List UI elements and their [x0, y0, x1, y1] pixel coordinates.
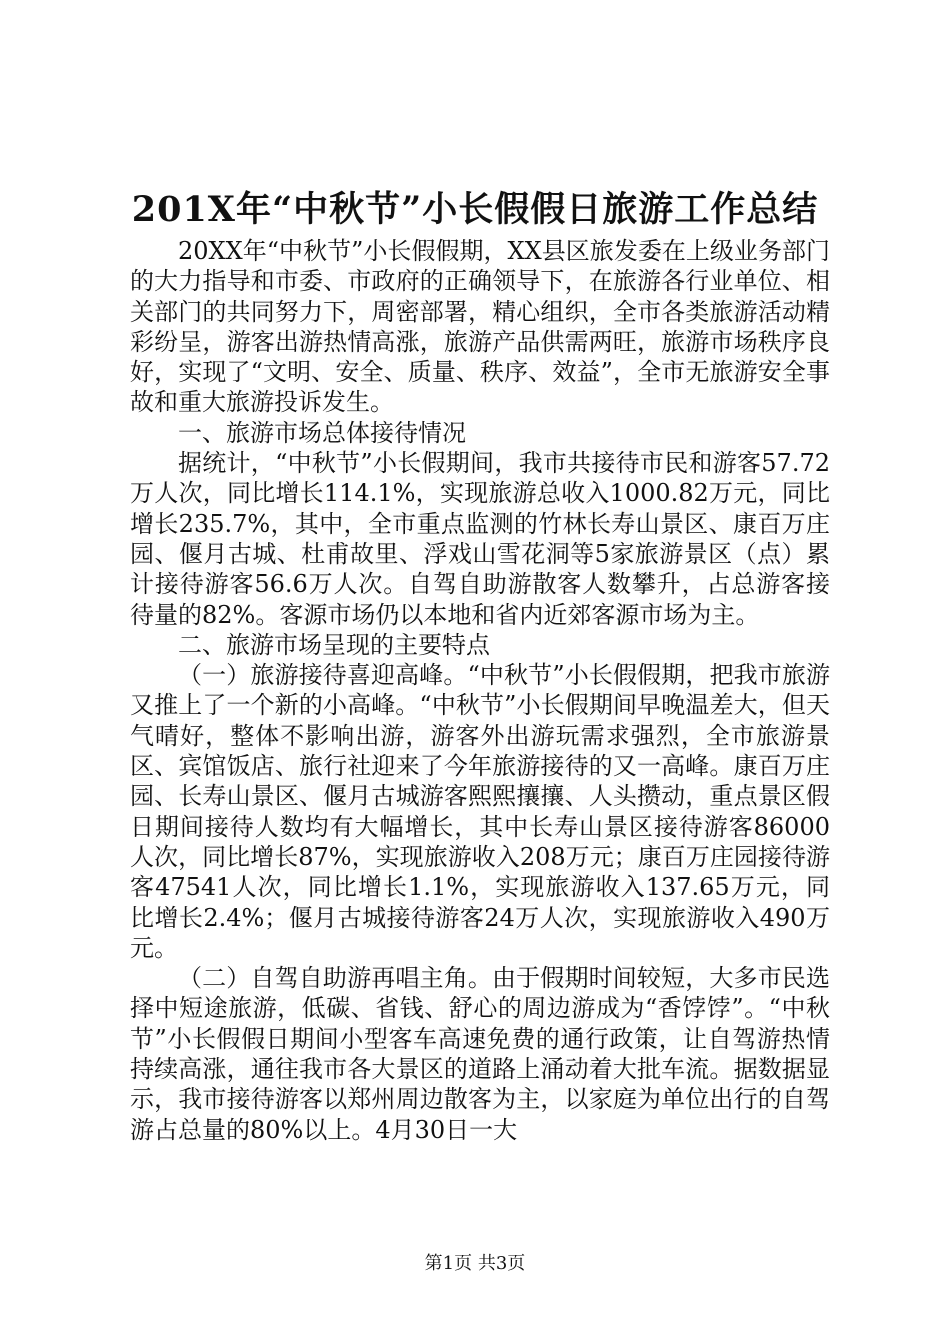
section-heading-2: 二、旅游市场呈现的主要特点: [178, 630, 490, 659]
section-1-paragraph: 据统计，“中秋节”小长假期间，我市共接待市民和游客57.72万人次，同比增长114.1%，实现旅游总收入1000.82万元，同比增长235.7%，其中，全市重点监测的竹林长寿山景区、康百万庄园、偃月古城、杜甫故里、浮戏山雪花洞等5家旅游景区（点）累计接待游客56.6万人次。自驾自助游散客人数攀升，占总游客接待量的82%。客源市场仍以本地和省内近郊客源市场为主。: [130, 449, 830, 629]
document-body: [130, 236, 830, 1145]
section-2-item-2-paragraph: （二）自驾自助游再唱主角。由于假期时间较短，大多市民选择中短途旅游，低碳、省钱、舒心的周边游成为“香饽饽”。“中秋节”小长假假日期间小型客车高速免费的通行政策，让自驾游热情持续高涨，通往我市各大景区的道路上涌动着大批车流。据数据显示，我市接待游客以郑州周边散客为主，以家庭为单位出行的自驾游占总量的80%以上。4月30日一大: [130, 964, 830, 1144]
page-number-footer: 第1页 共3页: [424, 1253, 526, 1274]
section-heading-1: 一、旅游市场总体接待情况: [178, 418, 466, 447]
document-title: 201X年“中秋节”小长假假日旅游工作总结: [131, 189, 819, 230]
section-2-item-1-paragraph: （一）旅游接待喜迎高峰。“中秋节”小长假假期，把我市旅游又推上了一个新的小高峰。“中秋节”小长假期间早晚温差大，但天气晴好，整体不影响出游，游客外出游玩需求强烈，全市旅游景区、宾馆饭店、旅行社迎来了今年旅游接待的又一高峰。康百万庄园、长寿山景区、偃月古城游客熙熙攘攘、人头攒动，重点景区假日期间接待人数均有大幅增长，其中长寿山景区接待游客86000人次，同比增长87%，实现旅游收入208万元；康百万庄园接待游客47541人次，同比增长1.1%，实现旅游收入137.65万元，同比增长2.4%；偃月古城接待游客24万人次，实现旅游收入490万元。: [130, 661, 830, 962]
intro-paragraph: 20XX年“中秋节”小长假假期，XX县区旅发委在上级业务部门的大力指导和市委、市政府的正确领导下，在旅游各行业单位、相关部门的共同努力下，周密部署，精心组织，全市各类旅游活动精彩纷呈，游客出游热情高涨，旅游产品供需两旺，旅游市场秩序良好，实现了“文明、安全、质量、秩序、效益”，全市无旅游安全事故和重大旅游投诉发生。: [130, 237, 830, 417]
